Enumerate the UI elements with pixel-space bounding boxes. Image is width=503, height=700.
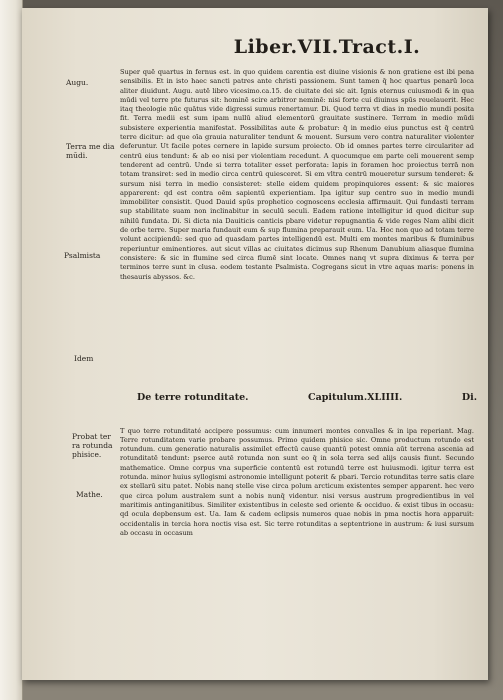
chapter-number: Capitulum.XLIIII.	[308, 392, 403, 403]
chapter-title: De terre rotunditate.	[137, 392, 249, 403]
facing-page-edge	[0, 0, 23, 700]
margin-note-augu: Augu.	[66, 78, 89, 87]
book-page	[22, 8, 488, 680]
body-text-main	[120, 68, 474, 282]
running-head: Liber.VII.Tract.I.	[233, 36, 421, 58]
paragraph: T quo terre rotunditaté accipere possumus: cum innumeri montes convalles & in ipa reperiant. Mag. Terre rotunditatem varie probare possumus. Primo quidem phisice sic. Omne productum rotundo est rotundum. cum generatio naturalis assimilet effectū cause quantū potest omnia aūt terrena ascenia ad rotunditatē tendunt: pserce autē rotunda non sunt eo q̄ in sola terra sed alijs causis fiunt. Secundo mathematice. Omne corpus vna superficie contentū est rotundū terre est huiusmodi. igitur terra est rotunda. minor huius syllogismi astronomie intelligunt poterit & pbari. Tercio rotunditas terre satis clare ex stellarū situ patet. Nobis nanq stelle vise circa polum arcticum existentes semper apparent. hec vero que circa polum australem sunt a nobis nunq̄ videntur. nisi versus austrum progredientibus in vel maritimis antinganitibus. Similiter existentibus in celeste sed oriente & occiduo. & exist tibus in occasu: qd ocula depbensum est. Ua. Iam & cadem eclipsis numeros quae nobis in pma noctis hora apparuit: occidentalis in tercia hora noctis visa est. Sic terre rotunditas a septentrione in austrum: & iusi sursum ab occasu in occasum	[120, 426, 474, 537]
chapter-speaker: Di.	[461, 392, 477, 403]
margin-note-probat: Probat ter ra rotunda phisice.	[72, 432, 113, 459]
margin-note-idem: Idem	[74, 354, 94, 363]
margin-note-psalmista: Psalmista	[64, 251, 101, 260]
margin-note-mathe: Mathe.	[76, 490, 103, 499]
paragraph: Super quē quartus in fernus est. in quo quidem carentia est diuine visionis & non gratiene est ibi pena sensibilis. Et in isto haec sancti patres ante christi passionem. Sunt tamen q̄ hoc quartus penarū loca aliter diuidunt. Augu. autē libro vicesimo.ca.15. de ciuitate dei sic ait. Ignis eternus cuiusmodi & in qua mūdi vel terre pte futurus sit: hominē scire arbitror neminē: nisi forte cui diuinus spūs reuelauerit. Hec itaq theologie nūc quātus vide digressi sumus renertamur. Di. Quod terra vt dias in medio mundi posita fit. Terra medii est sum ipam nullū aliud elementorū grauitate sustinere. Terram in medio mūdi subsistere experientia manifestat. Possibilitas aute & probatur: q̄ in medio eius punctus est q̄ centrū terre dicitur: ad que oīa grauia naturaliter tendunt & mouent. Sursum vero contra naturaliter violenter deferuntur. Ut facile potes cernere in lapide sursum proiecto. Ob id omnes partes terre circulariter ad centrū eius tendunt: & ab eo nisi per violentiam recedunt. A quocumque em parte celi mouerent semp tenderent ad centrū. Unde si terra totaliter esset perforata: lapis in foramen hoc proiectus terrā non totam transiret: sed in medio circa centrū quiesceret. Si em vltra centrū moueretur sursum tenderet: & sursum nisi terra in medio consisteret: stelle eidem quidem propinquiores essent: & sic maiores apparerent: qd est contra oēm sapientū experientiam. Ipa igitur sup centro suo in medio mundi immobiliter consistit. Quod Dauid spūs prophetico cognoscens ecclesia affirmauit. Qui fundasti terram sup stabilitate suam non inclinabitur in seculū seculi. Eadem ratione intelligitur id quod dicitur sup nihilū fundata. Di. Si dicta nia Dauiticis canticis pbare videtur repugnantia & vide reges Nam alibi dicit de orbe terre. Super maria fundauit eum & sup flumina preparauit eum. Ua. Hoc non quo ad totam terre volunt accipiendū: sed quo ad quasdam partes intelligendū est. Multi em montes maribus & fluminibus reperiuntur eminentiores. aut sicut villas ac ciuitates dicimus sup Rhenum Danubium aliasque flumina consistere: & sic in flumine sed circa flumē sint locate. Omnes nanq vt supra diximus & terra per terminos terre sunt in clusa. eodem testante Psalmista. Cogregans sicut in vtre aquas maris: ponens in thesauris abyssos. &c.	[120, 68, 474, 281]
chapter-heading	[137, 392, 477, 403]
body-text-chapter	[120, 420, 474, 545]
margin-note-terra: Terra me dia mūdi.	[66, 142, 115, 160]
